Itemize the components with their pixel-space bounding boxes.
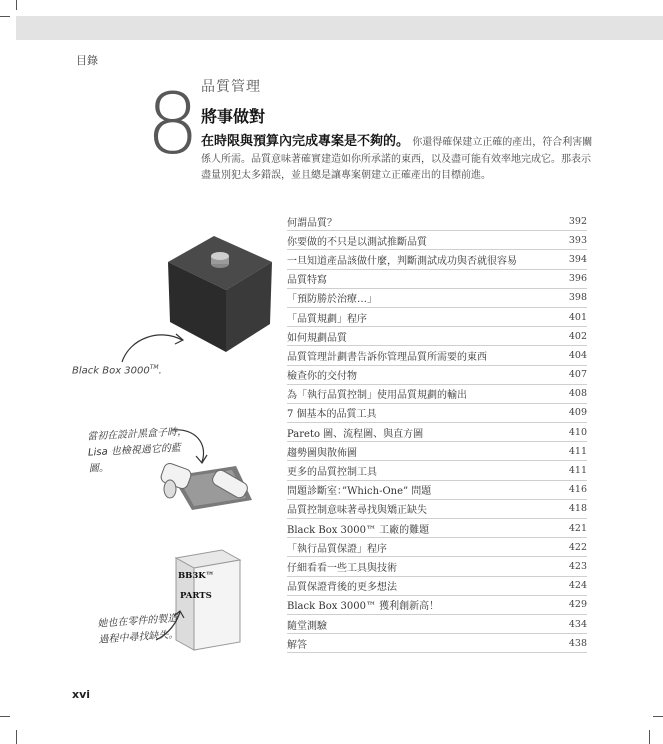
toc-entry-title: 仔細看看一些工具與技術 [287, 562, 397, 574]
toc-entry-title: 解答 [287, 639, 307, 651]
toc-entry-page: 398 [568, 292, 587, 304]
intro-text: 你還得確保建立正確的產出，符合利害關係人所需。品質意味著確實建造如你所承諾的東西，以及盡可能有效率地完成它。那表示盡量別犯太多錯誤，並且總是讓專案朝建立正確產出的目標前進。 [201, 137, 593, 181]
toc-entry-page: 421 [568, 522, 587, 534]
toc-entry-page: 404 [568, 349, 587, 361]
chapter-heading: 將事做對 [201, 107, 266, 126]
toc-entry-page: 408 [568, 388, 587, 400]
toc-entry-page: 438 [568, 637, 587, 649]
toc-entry-title: 一旦知道產品該做什麼，判斷測試成功與否就很容易 [287, 255, 517, 267]
toc-entry-title: 7 個基本的品質工具 [287, 409, 377, 421]
toc-entry-page: 402 [568, 330, 587, 342]
toc-entry-title: 趨勢圖與散佈圖 [287, 447, 357, 459]
parts-box-label-1: BB3K™ [178, 571, 215, 581]
black-box-illustration [168, 236, 272, 352]
toc-entry-title: Black Box 3000™ 獲利創新高！ [287, 601, 440, 613]
chapter-number: 8 [146, 75, 200, 173]
toc-entry-title: 檢查你的交付物 [287, 371, 357, 383]
toc-entry-page: 434 [568, 618, 587, 630]
toc-entry-page: 424 [568, 580, 587, 592]
toc-entry-title: 品質特寫 [287, 275, 327, 287]
blueprint-note: 當初在設計黑盒子時，Lisa 也檢視過它的藍圖。 [86, 426, 188, 475]
toc-entry-page: 422 [568, 541, 587, 553]
toc-entry-title: 「執行品質保證」程序 [287, 543, 387, 555]
toc-entry-page: 396 [568, 273, 587, 285]
toc-entry-title: 你要做的不只是以測試推斷品質 [287, 236, 427, 248]
toc-entry-page: 416 [568, 484, 587, 496]
toc-entry-page: 401 [568, 311, 587, 323]
toc-entry-title: 品質管理計劃書告訴你管理品質所需要的東西 [287, 351, 487, 363]
toc-entry-title: 隨堂測驗 [287, 620, 327, 632]
toc-entry-page: 410 [568, 426, 587, 438]
parts-note: 她也在零件的製造過程中尋找缺失。 [97, 613, 179, 646]
toc-entry-page: 407 [568, 369, 587, 381]
toc-entry-page: 409 [568, 407, 587, 419]
toc-entry-title: Black Box 3000™ 工廠的難題 [287, 524, 430, 536]
arrow-icon [122, 335, 182, 362]
toc-entry-title: 如何規劃品質 [287, 332, 347, 344]
black-box-caption: Black Box 3000™. [72, 364, 162, 377]
toc-entry-title: 更多的品質控制工具 [287, 467, 377, 479]
intro-lead: 在時限與預算內完成專案是不夠的。 [201, 134, 410, 149]
toc-entry-title: 「品質規劃」程序 [287, 313, 367, 325]
toc-entry-title: 品質控制意味著尋找與矯正缺失 [287, 505, 427, 517]
toc-entry-page: 392 [568, 215, 587, 227]
toc-entry-page: 411 [568, 445, 587, 457]
toc-entry-page: 423 [568, 560, 587, 572]
chapter-title: 品質管理 [201, 79, 261, 95]
toc-entry-title: 何謂品質？ [287, 217, 337, 229]
toc-entry-title: 「預防勝於治療…」 [287, 294, 377, 306]
toc-entry-title: 問題診斷室：”Which-One” 問題 [287, 486, 432, 498]
toc-entry-page: 418 [568, 503, 587, 515]
page-number: xvi [72, 688, 91, 701]
toc-entry-page: 429 [568, 599, 587, 611]
toc-entry-page: 393 [568, 234, 587, 246]
section-label: 目錄 [76, 54, 98, 67]
toc-entry-title: 為「執行品質控制」使用品質規劃的輸出 [287, 390, 467, 402]
toc-entry-title: 品質保證背後的更多想法 [287, 582, 397, 594]
parts-box-label-2: PARTS [180, 591, 212, 601]
toc-entry-page: 411 [568, 465, 587, 477]
toc-entry-page: 394 [568, 253, 587, 265]
toc-entry-title: Pareto 圖、流程圖、與直方圖 [287, 428, 424, 440]
